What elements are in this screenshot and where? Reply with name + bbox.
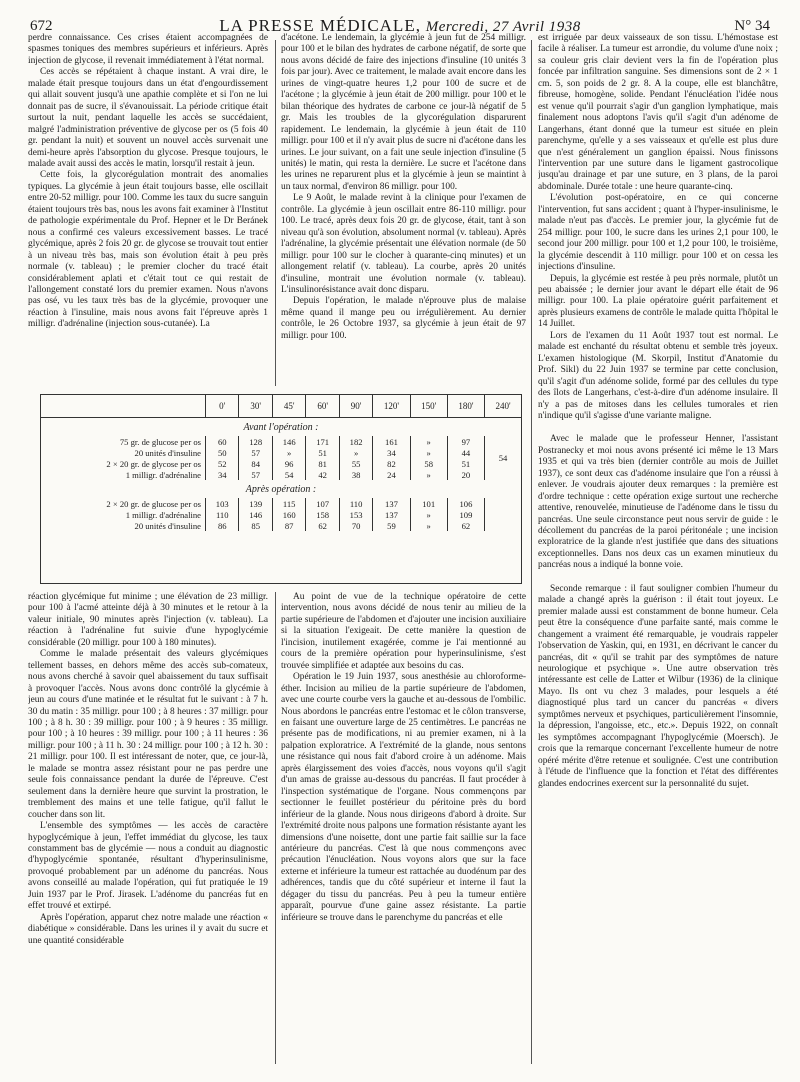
paragraph: Opération le 19 Juin 1937, sous anesthésie au chloroforme-éther. Incision au milieu de la partie supérieure de l'abdomen, avec une courte courbe vers la gauche et au-dessous de l'ombilic. Nous abordons le pancréas entre l'estomac et le côlon transverse, en faisant une ouverture large de 25 centimètres. Le pancréas ne présente pas de modifications, ni au premier examen, ni à la palpation exploratrice. A l'extrémité de la glande, nous sentons une résistance qui nous fait d'abord croire à un adénome. Mais après élargissement des voies d'accès, nous voyons qu'il s'agit d'un amas de graisse au-dessous du pancréas. Il faut procéder à l'inspection systématique de l'organe. Nous commençons par sectionner le feuillet postérieur du péritoine près du bord inférieur de la glande. Nous nous dirigeons d'abord à droite. Sur l'extrémité droite nous palpons une formation résistante ayant les dimensions d'une noisette, dont une partie fait saillie sur la face antérieure du pancréas. C'est là que nous commençons avec précaution l'énucléation. Nous voyons alors que sur la face externe et inférieure la tumeur est rattachée au duodénum par des adhérences, tandis que du côté supérieur et interne il faut la dégager du tissu du pancréas. Peu à peu la tumeur entière apparaît, pourvue d'une gaine assez résistante. La partie inférieure se trouve dans le parenchyme du pancréas et elle: [281, 672, 526, 923]
table-cell: 110: [339, 498, 372, 509]
table-cell: 54: [485, 436, 521, 480]
table-cell: [485, 498, 521, 509]
table-cell: 52: [206, 458, 239, 469]
table-cell: 62: [306, 520, 339, 531]
table-cell: 51: [306, 447, 339, 458]
table-cell: 81: [306, 458, 339, 469]
table-section-heading: Avant l'opération :: [243, 421, 319, 433]
table-cell: 139: [239, 498, 272, 509]
table-cell: 103: [206, 498, 239, 509]
column-header: 90': [339, 395, 372, 418]
table-cell: 106: [447, 498, 484, 509]
table-cell: 51: [447, 458, 484, 469]
column-2-bottom: [281, 592, 526, 1064]
column-header: 180': [447, 395, 484, 418]
paragraph: réaction glycémique fut minime ; une élévation de 23 milligr. pour 100 à l'acmé atteinte déjà à 30 minutes et le retour à la valeur initiale, 90 minutes après l'injection (v. tableau). La réaction à l'adrénaline fut suivie d'une hypoglycémie considérable (20 milligr. pour 100 à 180 minutes).: [28, 592, 268, 648]
table-cell: 34: [206, 469, 239, 480]
column-divider: [275, 592, 276, 1064]
table-section-heading: Après opération :: [245, 483, 317, 495]
table-cell: 128: [239, 436, 272, 447]
column-2-top: [281, 33, 526, 387]
table-cell: 158: [306, 509, 339, 520]
table-cell: 115: [272, 498, 305, 509]
table-cell: 137: [373, 498, 410, 509]
table-cell: 96: [272, 458, 305, 469]
table-cell: »: [410, 509, 447, 520]
table-cell: 58: [410, 458, 447, 469]
table-cell: 20: [447, 469, 484, 480]
column-1-bottom: [28, 592, 268, 1064]
paragraph: Lors de l'examen du 11 Août 1937 tout est normal. Le malade est enchanté du résultat obtenu et semble très joyeux. L'examen histologique (M. Skorpil, Institut d'Anatomie du Prof. Sikl) du 22 Juin 1937 se termine par cette conclusion, qu'il s'agit d'un adénome solide, formé par des cellules du type des îlots de Langerhans, c'est-à-dire d'un adénome insulaire. Il n'y a pas de mitoses dans les cellules tumorales et rien n'indique qu'il s'agisse d'une variante maligne.: [538, 330, 778, 421]
table-row: [41, 509, 521, 520]
table-cell: 161: [373, 436, 410, 447]
table-cell: »: [339, 447, 372, 458]
table-cell: 57: [239, 447, 272, 458]
paragraph: L'évolution post-opératoire, en ce qui concerne l'intervention, fut sans accident ; quant à l'hyper-insulinisme, le malade n'eut pas d'accès. Le premier jour, la glycémie fut de 254 milligr. pour 100, le sucre dans les urines 2,1 pour 100, le second jour 200 milligr. pour 100 et 1,2 pour 100, le troisième, la glycémie descendit à 110 milligr. pour 100 et on cessa les injections d'insuline.: [538, 193, 778, 273]
paragraph: Au point de vue de la technique opératoire de cette intervention, nous avons décidé de nous tenir au milieu de la partie supérieure de l'abdomen et d'ajouter une incision auxiliaire si la situation l'exigeait. De cette manière la question de l'incision, inutilement exagérée, comme je l'ai mentionné au cours de la première opération pour hyperinsulinisme, s'est trouvée simplifiée et adaptée aux besoins du cas.: [281, 592, 526, 671]
table-cell: 153: [339, 509, 372, 520]
table-cell: »: [410, 447, 447, 458]
table-cell: 24: [373, 469, 410, 480]
row-label: 2 × 20 gr. de glucose per os: [106, 498, 201, 509]
table-row: [41, 436, 521, 447]
table-cell: [485, 509, 521, 520]
table-cell: 50: [206, 447, 239, 458]
table-cell: »: [410, 520, 447, 531]
table-cell: 59: [373, 520, 410, 531]
table-cell: »: [410, 469, 447, 480]
paragraph: Ces accès se répétaient à chaque instant. A vrai dire, le malade était presque toujours dans un état d'engourdissement qui allait souvent jusqu'à une apathie complète et si l'on ne lui donnait pas de sucre, il s'évanouissait. La période critique était surtout la nuit, pendant laquelle les accès se succédaient, malgré l'administration préventive de glycose per os (5 fois 40 gr. pendant la nuit) et souvent un nouvel accès survenait une demi-heure après l'absorption du glycose. Presque toujours, le malade avait aussi des accès le matin, lorsqu'il restait à jeun.: [28, 67, 268, 169]
row-label: 75 gr. de glucose per os: [119, 436, 201, 447]
paragraph: Comme le malade présentait des valeurs glycémiques tellement basses, en dehors même des accès sub-comateux, nous avons cherché à savoir quel abaissement du taux suffisait à provoquer l'accès. Nous avons donc contrôlé la glycémie à jeun au cours d'une matinée et le résultat fut le suivant : à 7 h. 30 du matin : 35 milligr. pour 100 ; à 8 heures : 37 milligr. pour 100 ; à 8 h. 30 : 39 milligr. pour 100 ; à 9 heures : 35 milligr. pour 100 ; à 10 heures : 39 milligr. pour 100 ; à 11 heures : 36 milligr. pour 100 ; à 11 h. 30 : 24 milligr. pour 100 ; à 12 h. 30 : 21 milligr. pour 100. Il est intéressant de noter, que, ce jour-là, le malade se montra assez résistant pour ne pas perdre une seule fois connaissance pendant la durée de l'épreuve. C'est seulement dans la dernière heure que survint la prostration, le tremblement des mains et une telle fatigue, qu'il fallut le coucher dans son lit.: [28, 649, 268, 820]
row-label: 20 unités d'insuline: [134, 447, 201, 458]
table-cell: 146: [272, 436, 305, 447]
table-cell: 62: [447, 520, 484, 531]
table-cell: 97: [447, 436, 484, 447]
table-cell: 38: [339, 469, 372, 480]
table-cell: 101: [410, 498, 447, 509]
table-cell: 60: [206, 436, 239, 447]
table-row: [41, 520, 521, 531]
table-cell: 107: [306, 498, 339, 509]
paragraph: Cette fois, la glycorégulation montrait des anomalies typiques. La glycémie à jeun était toujours basse, elle oscillait entre 20-52 milligr. pour 100. Comme les taux du sucre sanguin étaient toujours très bas, nous les avons fait examiner à l'Institut de pathologie expérimentale du Prof. Hepner et le Dr Beránek nous a confirmé ces valeurs excessivement basses. Le tracé glycémique, après 2 fois 20 gr. de glycose se trouvait tout entier à un niveau très bas, mais son évolution était à peu près normale (v. tableau) ; le premier clocher du tracé était considérablement aplati et c'était tout ce qui restait de l'allongement constaté lors du premier examen. Nous n'avons pas osé, vu les taux très bas de la glycémie, provoquer une réaction à l'insuline, mais nous avons fait l'épreuve après 1 milligr. d'adrénaline (injection sous-cutanée). La: [28, 170, 268, 330]
column-divider: [531, 40, 532, 1064]
column-header: 30': [239, 395, 272, 418]
table-row: [41, 469, 521, 480]
table-cell: 55: [339, 458, 372, 469]
table-cell: 109: [447, 509, 484, 520]
column-header: 240': [485, 395, 521, 418]
row-label: 1 milligr. d'adrénaline: [125, 509, 201, 520]
table-cell: 171: [306, 436, 339, 447]
table-cell: 42: [306, 469, 339, 480]
table-cell: 182: [339, 436, 372, 447]
column-header: 60': [306, 395, 339, 418]
paragraph: Depuis, la glycémie est restée à peu près normale, plutôt un peu abaissée ; le dernier jour avant le départ elle était de 96 milligr. pour 100. La plaie opératoire guérit parfaitement et après plusieurs examens de contrôle le malade quitta l'hôpital le 14 Juillet.: [538, 273, 778, 330]
table-cell: »: [272, 447, 305, 458]
column-divider: [275, 40, 276, 386]
table-cell: 54: [272, 469, 305, 480]
column-header: 45': [272, 395, 305, 418]
table-cell: 44: [447, 447, 484, 458]
table-row: [41, 447, 521, 458]
table-cell: 86: [206, 520, 239, 531]
table-cell: 137: [373, 509, 410, 520]
table-cell: 70: [339, 520, 372, 531]
paragraph: Avec le malade que le professeur Henner, l'assistant Postranecky et moi nous avons présenté ici même le 13 Mars 1935 et qui va très bien (dernier contrôle au mois de Juillet 1937), ce sont deux cas d'adénome insulaire que l'on a réussi à enlever. Je voudrais ajouter deux remarques : la première est d'ordre technique : cette opération exige surtout une recherche attentive, renouvelée, minutieuse de l'adénome dans le tissu du pancréas. Une seule circonstance peut nous servir de guide : le décollement du pancréas de la paroi péritonéale ; une incision exploratrice de la glande n'est justifiée que dans des situations exceptionnelles. Dans nos deux cas un examen minutieux du pancréas nous a indiqué la bonne voie.: [538, 434, 778, 571]
paragraph: perdre connaissance. Ces crises étaient accompagnées de spasmes toniques des membres supérieurs et inférieurs. Après injection de glycose, il revenait immédiatement à l'état normal.: [28, 33, 268, 66]
row-label: 2 × 20 gr. de glycose per os: [106, 458, 201, 469]
journal-name: LA PRESSE MÉDICALE,: [219, 16, 421, 35]
table-row: [41, 458, 521, 469]
paragraph: Depuis l'opération, le malade n'éprouve plus de malaise même quand il mange peu ou irrégulièrement. Au dernier contrôle, le 26 Octobre 1937, sa glycémie à jeun était de 97 milligr. pour 100.: [281, 296, 526, 341]
table-cell: 82: [373, 458, 410, 469]
paragraph: Après l'opération, apparut chez notre malade une réaction « diabétique » considérable. Dans les urines il y avait du sucre et une quantité considérable: [28, 912, 268, 946]
table-cell: 34: [373, 447, 410, 458]
paragraph: L'ensemble des symptômes — les accès de caractère hypoglycémique à jeun, l'effet immédiat du glycose, les taux constamment bas de glycémie — nous a conduit au diagnostic d'hypoglycémie spontanée, résultant d'hyperinsulinisme, provoqué probablement par un adénome du pancréas. Nous avons conseillé au malade l'opération, qui fut pratiquée le 19 Juin 1937 par le Prof. Jirasek. L'adénome du pancréas fut en effet trouvé et extirpé.: [28, 821, 268, 912]
paragraph: Seconde remarque : il faut souligner combien l'humeur du malade a changé après la guérison : il était tout joyeux. Le premier malade aussi est constamment de bonne humeur. Cela peut être la conséquence d'une parfaite santé, mais comme le changement a vraiment été remarquable, je voudrais rappeler l'observation de Yaskin, qui, en 1931, en décrivant le cancer du pancréas, dit « qu'il se trahit par des symptômes de nature neurologique et psychique ». Une autre observation très intéressante est celle de Latter et Wilbur (1936) de la clinique Mayo. Ils ont vu chez 3 malades, pour lesquels a été diagnostiqué plus tard un cancer du pancréas « divers symptômes nerveux et psychiques, particulièrement l'insomnie, la dépression, l'angoisse, etc., etc.». Depuis 1922, on connaît les symptômes accompagnant l'hypoglycémie (Moersch). Je crois que la remarque concernant l'excellente humeur de notre opéré mérite d'être retenue et soulignée. C'est une contribution à l'étude de l'influence que la fonction et l'état des différentes glandes endocrines exercent sur la personnalité du sujet.: [538, 583, 778, 789]
glycemia-table: [40, 394, 522, 584]
table-cell: 110: [206, 509, 239, 520]
column-header: 150': [410, 395, 447, 418]
table-cell: 87: [272, 520, 305, 531]
table-header-row: [41, 395, 521, 418]
table-row: [41, 498, 521, 509]
paragraph: est irriguée par deux vaisseaux de son tissu. L'hémostase est facile à réaliser. La tumeur est arrondie, du volume d'une noix ; sa couleur gris clair devient vers la fin de l'opération plus foncée par infiltration sanguine. Ses dimensions sont de 2 × 1 cm. 5, son poids de 2 gr. 8. A la coupe, elle est blanchâtre, fibreuse, homogène, solide. Pendant l'énucléation l'idée nous est venue qu'il pourrait s'agir d'un ganglion lymphatique, mais finalement nous adoptons l'avis qu'il s'agit d'un adénome de Langerhans, étant donné que la tumeur est située en plein parenchyme, qu'elle y a ses vaisseaux et qu'elle est plus dure que n'est généralement un ganglion épaissi. Nous finissons l'intervention par une suture dans le ligament gastrocolique jusqu'au drainage et par une suture, en 3 plans, de la paroi abdominale. Durée totale : une heure quarante-cinq.: [538, 33, 778, 192]
table-cell: 84: [239, 458, 272, 469]
column-3: [538, 33, 778, 1064]
issue-date: Mercredi, 27 Avril 1938: [425, 19, 581, 35]
table-cell: 160: [272, 509, 305, 520]
column-header: 0': [206, 395, 239, 418]
row-label: 1 milligr. d'adrénaline: [125, 469, 201, 480]
column-header: 120': [373, 395, 410, 418]
paragraph: Le 9 Août, le malade revint à la clinique pour l'examen de contrôle. La glycémie à jeun oscillait entre 86-110 milligr. pour 100. Le tracé, après deux fois 20 gr. de glycose, était, tant à son niveau qu'à son évolution, absolument normal (v. tableau). Après l'adrénaline, la glycémie présentait une élévation normale (de 50 milligr. pour 100 sur le clocher à quarante-cinq minutes) et un allongement relatif (v. tableau). La courbe, après 20 unités d'insuline, montrait une évolution normale (v. tableau). L'insulinorésistance avait donc disparu.: [281, 193, 526, 295]
table-cell: 85: [239, 520, 272, 531]
table-cell: 57: [239, 469, 272, 480]
column-1-top: [28, 33, 268, 387]
table-cell: 146: [239, 509, 272, 520]
page-number: 672: [30, 18, 53, 34]
table-cell: [485, 520, 521, 531]
issue-number: N° 34: [734, 18, 770, 34]
table-cell: »: [410, 436, 447, 447]
paragraph: d'acétone. Le lendemain, la glycémie à jeun fut de 254 milligr. pour 100 et le bilan des hydrates de carbone négatif, de sorte que nous avons décidé de faire des injections d'insuline (10 unités 3 fois par jour). Avec ce traitement, le malade avait encore dans les urines de vingt-quatre heures 1,2 pour 100 de sucre et de l'acétone ; la glycémie à jeun était de 200 milligr. pour 100 et le bilan théorique des hydrates de carbone ce jour-là négatif de 5 gr. Mais les troubles de la glycorégulation disparurent rapidement. Le lendemain, la glycémie à jeun était de 110 milligr. pour 100 et il n'y avait plus de sucre ni d'acétone dans les urines. Le jour suivant, on a fait une seule injection d'insuline (5 unités) le matin, qui resta la dernière. Le sucre et l'acétone dans les urines ne reparurent plus et la glycémie à jeun se maintint à un taux normal, d'environ 86 milligr. pour 100.: [281, 33, 526, 192]
row-label: 20 unités d'insuline: [134, 520, 201, 531]
